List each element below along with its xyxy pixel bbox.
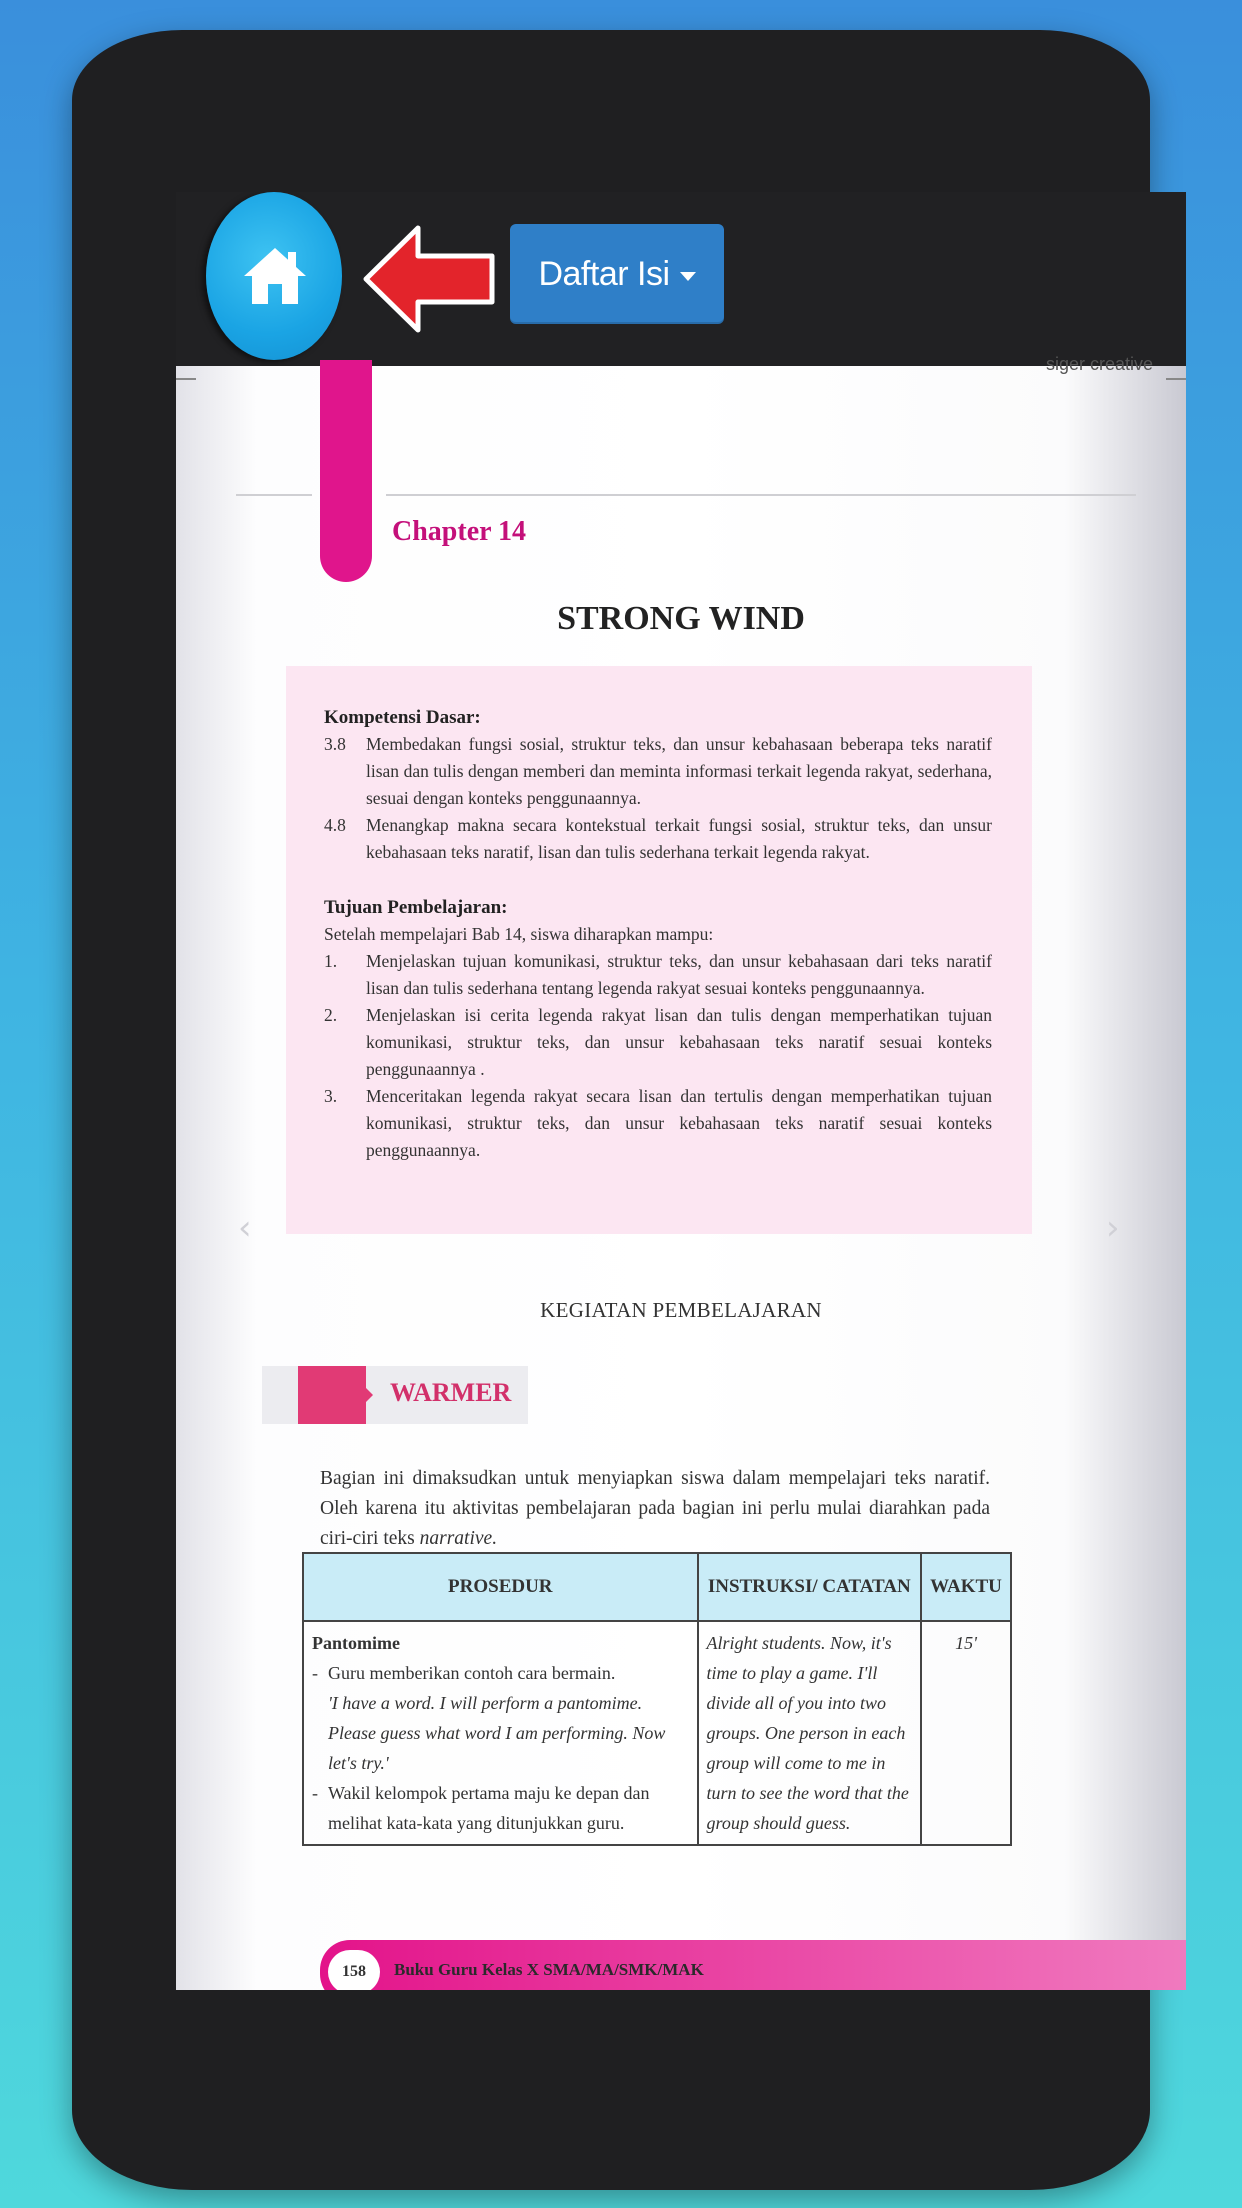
intro-paragraph: Bagian ini dimaksudkan untuk menyiapkan siswa dalam mempelajari teks naratif. Oleh karena itu aktivitas pembelajaran pada bagian ini perlu mulai diarahkan pada ciri-ciri teks narrative. xyxy=(320,1468,990,1549)
tujuan-intro: Setelah mempelajari Bab 14, siswa diharapkan mampu: xyxy=(324,924,714,944)
chapter-label: Chapter 14 xyxy=(392,516,527,547)
phone-frame xyxy=(72,30,1154,2190)
prev-page-button[interactable] xyxy=(238,1208,252,1248)
crop-mark-left xyxy=(176,378,196,380)
table-header-row xyxy=(303,1553,1011,1621)
procedure-cell xyxy=(303,1621,698,1845)
list-item: 3.8 Membedakan fungsi sosial, struktur teks, dan unsur kebahasaan beberapa teks naratif lisan dan tulis dengan memberi dan meminta informasi terkait legenda rakyat, sederhana, sesuai dengan konteks penggunaannya. xyxy=(324,734,992,808)
procedure-title: Pantomime xyxy=(312,1633,400,1653)
daftar-isi-dropdown-button[interactable] xyxy=(510,224,724,324)
home-icon xyxy=(242,244,308,306)
kompetensi-heading: Kompetensi Dasar: xyxy=(324,707,481,728)
section-heading: KEGIATAN PEMBELAJARAN xyxy=(540,1298,822,1322)
book-title: Buku Guru Kelas X SMA/MA/SMK/MAK xyxy=(394,1960,704,1979)
caret-down-icon xyxy=(680,272,696,281)
book-page[interactable] xyxy=(176,354,1186,1990)
warmer-banner xyxy=(262,1366,528,1424)
time-cell: 15' xyxy=(921,1621,1011,1845)
chapter-title: STRONG WIND xyxy=(557,600,805,637)
list-item: - Guru memberikan contoh cara bermain. 'I have a word. I will perform a pantomime. Please guess what word I am performing. Now let's try.' xyxy=(312,1663,666,1773)
list-item: 3. Menceritakan legenda rakyat secara lisan dan tertulis dengan memperhatikan tujuan komunikasi, struktur teks, dan unsur kebahasaan teks naratif sesuai konteks penggunaannya. xyxy=(324,1086,992,1160)
procedure-table xyxy=(302,1552,1012,1846)
table-row xyxy=(303,1621,1011,1845)
warmer-marker xyxy=(298,1366,366,1424)
crop-mark-right xyxy=(1166,378,1186,380)
warmer-marker-tip xyxy=(366,1388,373,1402)
chevron-right-icon: › xyxy=(1106,1208,1120,1248)
next-page-button[interactable] xyxy=(1106,1208,1120,1248)
chapter-accent-bar xyxy=(320,360,372,582)
page-header-text: siger creative xyxy=(1046,354,1154,374)
red-left-arrow-icon xyxy=(360,220,500,338)
chevron-left-icon: ‹ xyxy=(238,1208,252,1248)
page-number: 158 xyxy=(328,1950,380,1990)
column-header: WAKTU xyxy=(921,1553,1011,1621)
competency-box xyxy=(286,666,1032,1234)
divider xyxy=(386,494,1136,496)
list-item: 1. Menjelaskan tujuan komunikasi, struktur teks, dan unsur kebahasaan dari teks naratif lisan dan tulis sederhana tentang legenda rakyat sesuai konteks penggunaannya. xyxy=(324,951,992,998)
list-item: 4.8 Menangkap makna secara kontekstual terkait fungsi sosial, struktur teks, dan unsur kebahasaan teks naratif, lisan dan tulis sederhana terkait legenda rakyat. xyxy=(324,815,992,862)
tujuan-heading: Tujuan Pembelajaran: xyxy=(324,897,508,918)
screen xyxy=(176,192,1186,1990)
top-toolbar xyxy=(176,192,1186,366)
column-header: INSTRUKSI/ CATATAN xyxy=(698,1553,921,1621)
list-item: 2. Menjelaskan isi cerita legenda rakyat lisan dan tulis dengan memperhatikan tujuan komunikasi, struktur teks, dan unsur kebahasaan teks naratif sesuai konteks penggunaannya . xyxy=(324,1005,992,1079)
daftar-isi-label: Daftar Isi xyxy=(538,254,670,293)
column-header: PROSEDUR xyxy=(303,1553,698,1621)
home-button[interactable] xyxy=(206,192,342,360)
instruction-cell: Alright students. Now, it's time to play a game. I'll divide all of you into two groups. One person in each group will come to me in turn to see the word that the group should guess. xyxy=(698,1621,921,1845)
warmer-label: WARMER xyxy=(390,1378,512,1407)
list-item: - Wakil kelompok pertama maju ke depan dan melihat kata-kata yang ditunjukkan guru. xyxy=(312,1783,650,1833)
divider xyxy=(236,494,312,496)
